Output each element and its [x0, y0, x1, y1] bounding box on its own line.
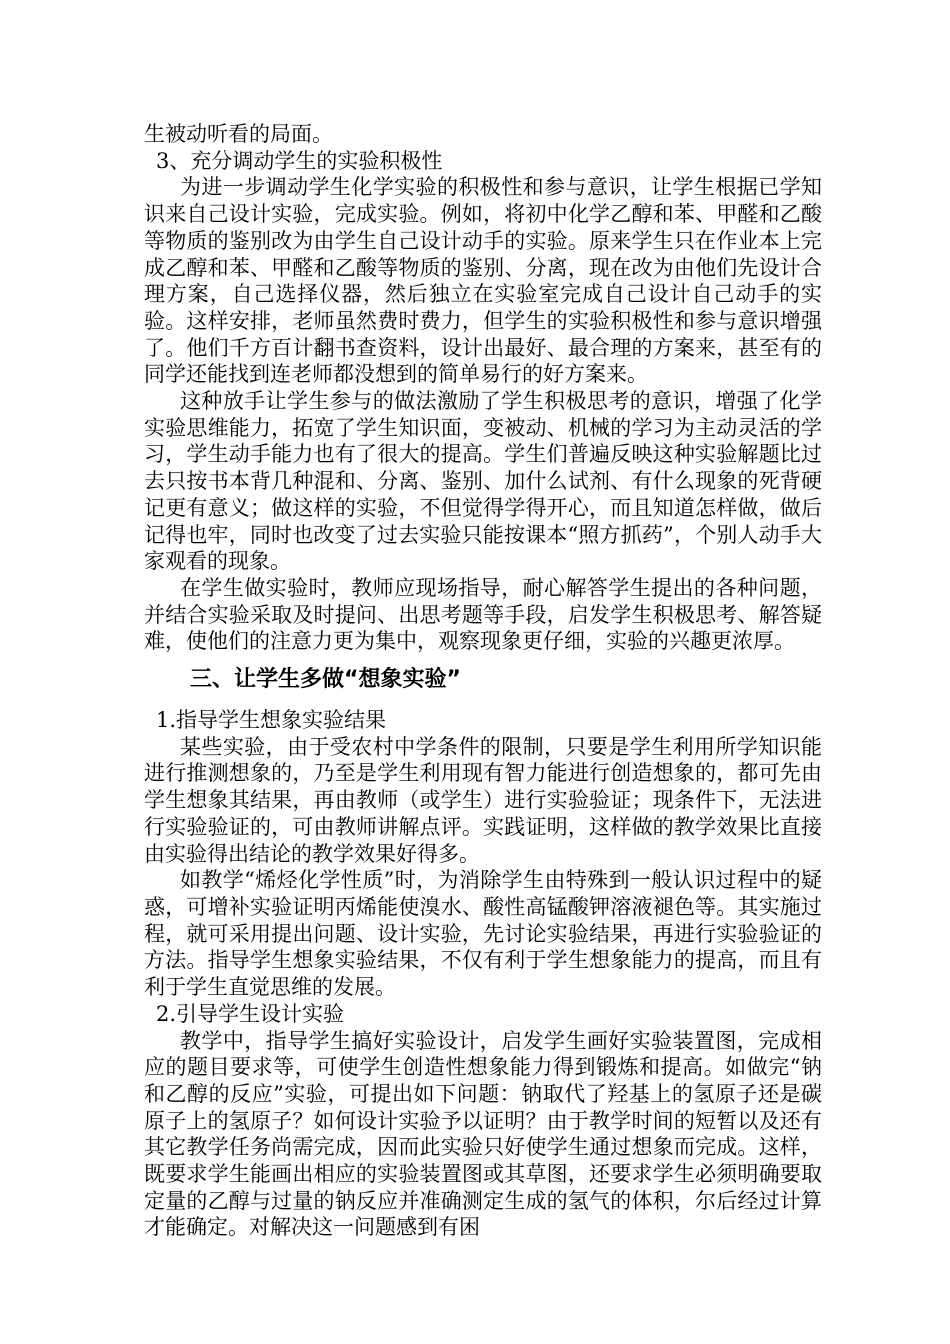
- paragraph-4: 某些实验，由于受农村中学条件的限制，只要是学生利用所学知识能进行推测想象的，乃至是学生利用现有智力能进行创造想象的，都可先由学生想象其结果，再由教师（或学生）进行实验验证；现条件下，无法进行实验验证的，可由教师讲解点评。实践证明，这样做的教学效果比直接由实验得出结论的教学效果好得多。: [144, 734, 822, 866]
- document-page: [144, 121, 822, 1241]
- subheading-2: 2.引导学生设计实验: [156, 1001, 345, 1026]
- paragraph-continued: 生被动听看的局面。: [144, 122, 333, 146]
- paragraph-2: 这种放手让学生参与的做法激励了学生积极思考的意识，增强了化学实验思维能力，拓宽了学生知识面，变被动、机械的学习为主动灵活的学习，学生动手能力也有了很大的提高。学生们普遍反映这种实验解题比过去只按书本背几种混和、分离、鉴别、加什么试剂、有什么现象的死背硬记更有意义；做这样的实验，不但觉得学得开心，而且知道怎样做，做后记得也牢，同时也改变了过去实验只能按课本“照方抓药”，个别人动手大家观看的现象。: [144, 389, 822, 574]
- subheading-3: 3、充分调动学生的实验积极性: [156, 148, 443, 173]
- paragraph-1: 为进一步调动学生化学实验的积极性和参与意识，让学生根据已学知识来自己设计实验，完成实验。例如，将初中化学乙醇和苯、甲醛和乙酸等物质的鉴别改为由学生自己设计动手的实验。原来学生只在作业本上完成乙醇和苯、甲醛和乙酸等物质的鉴别、分离，现在改为由他们先设计合理方案，自己选择仪器，然后独立在实验室完成自己设计自己动手的实验。这样安排，老师虽然费时费力，但学生的实验积极性和参与意识增强了。他们千方百计翻书查资料，设计出最好、最合理的方案来，甚至有的同学还能找到连老师都没想到的简单易行的好方案来。: [144, 175, 822, 387]
- section-heading-3: 三、让学生多做“想象实验”: [190, 667, 461, 693]
- subheading-1: 1.指导学生想象实验结果: [156, 708, 387, 733]
- paragraph-6: 教学中，指导学生搞好实验设计，启发学生画好实验装置图，完成相应的题目要求等，可使学生创造性想象能力得到锻炼和提高。如做完“钠和乙醇的反应”实验，可提出如下问题：钠取代了羟基上的氢原子还是碳原子上的氢原子？如何设计实验予以证明？由于教学时间的短暂以及还有其它教学任务尚需完成，因而此实验只好使学生通过想象而完成。这样，既要求学生能画出相应的实验装置图或其草图，还要求学生必须明确要取定量的乙醇与过量的钠反应并准确测定生成的氢气的体积，尔后经过计算才能确定。对解决这一问题感到有困: [144, 1028, 822, 1240]
- paragraph-5: 如教学“烯烃化学性质”时，为消除学生由特殊到一般认识过程中的疑惑，可增补实验证明丙烯能使溴水、酸性高锰酸钾溶液褪色等。其实施过程，就可采用提出问题、设计实验，先讨论实验结果，再进行实验验证的方法。指导学生想象实验结果，不仅有利于学生想象能力的提高，而且有利于学生直觉思维的发展。: [144, 868, 822, 1000]
- paragraph-3: 在学生做实验时，教师应现场指导，耐心解答学生提出的各种问题，并结合实验采取及时提问、出思考题等手段，启发学生积极思考、解答疑难，使他们的注意力更为集中，观察现象更仔细，实验的兴趣更浓厚。: [144, 575, 822, 654]
